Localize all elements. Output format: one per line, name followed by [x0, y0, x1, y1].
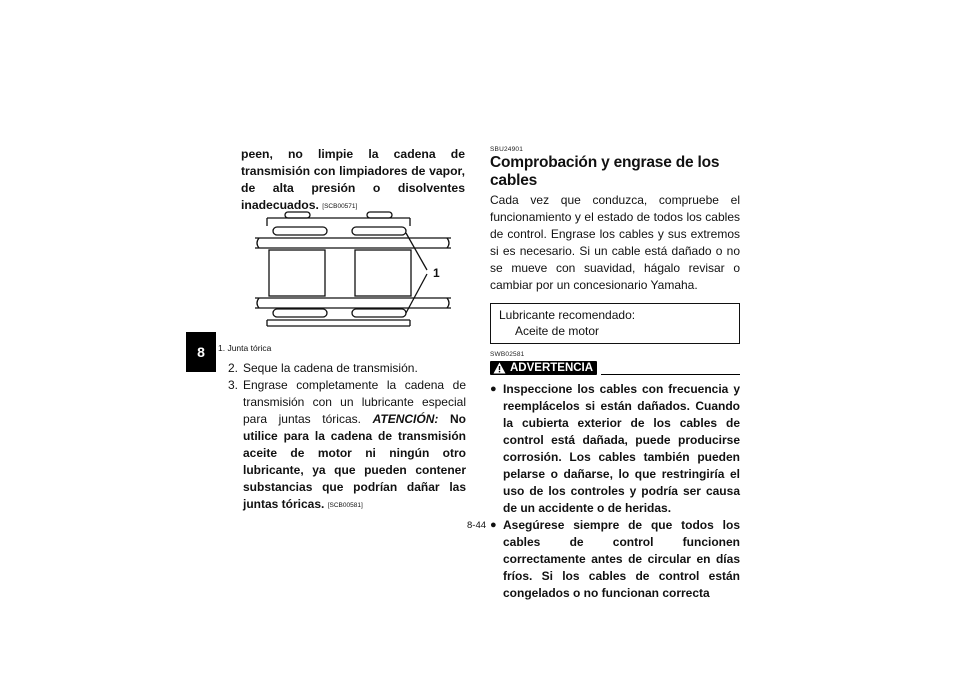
warning-badge: ADVERTENCIA: [490, 361, 597, 375]
warning-continuation: peen, no limpie la cadena de transmisión con limpiadores de vapor, de alta presión o disolventes inadecuados. [SCB00571]: [241, 147, 465, 212]
lubricant-title: Lubricante recomendado:: [499, 308, 636, 322]
section-heading: Comprobación y engrase de los cables: [490, 154, 720, 189]
left-column: [241, 146, 465, 215]
right-column: [490, 146, 740, 602]
warning-bullets: [490, 381, 740, 602]
caution-code: [SCB00581]: [327, 502, 363, 509]
warning-bullet-item: ● Inspeccione los cables con frecuencia y reemplácelos si están dañados. Cuando la cubierta exterior de los cables de control está dañada, puede producirse corrosión. Los cables también pueden pelarse o dañarse, lo que restringiría el uso de los controles y podría ser causa de un accidente o de heridas.: [490, 382, 740, 515]
step-list: [228, 360, 466, 514]
section-tab: 8: [186, 332, 216, 372]
step-item: 2. Seque la cadena de transmisión.: [228, 361, 418, 375]
warning-triangle-icon: [493, 362, 506, 374]
warning-code: SWB02581: [490, 351, 525, 358]
warning-header: [490, 360, 740, 375]
warning-code: [SCB00571]: [322, 203, 358, 210]
figure-callout: 1: [433, 266, 440, 280]
bullet-icon: ●: [490, 519, 497, 531]
section-body: Cada vez que conduzca, compruebe el funcionamiento y el estado de todos los cables de control. Engrase los cables y sus extremos si es necesario. Si un cable está dañado o no se mueve con suavidad, hágalo revisar o cambiar por un concesionario Yamaha.: [490, 193, 740, 292]
figure-caption: 1. Junta tórica: [218, 343, 272, 353]
warning-bullet-item: ● Asegúrese siempre de que todos los cables de control funcionen correctamente antes de circular en días fríos. Si los cables de control están congelados o no funcionan correcta: [490, 518, 740, 600]
warning-rule: [601, 360, 740, 375]
caution-text: No utilice para la cadena de transmisión aceite de motor ni ningún otro lubricante, ya que pueden contener substancias que podrían dañar las juntas tóricas.: [243, 412, 466, 511]
section-code: SBU24901: [490, 146, 524, 153]
page-number: 8-44: [467, 520, 487, 531]
lubricant-value: Aceite de motor: [515, 324, 600, 338]
caution-label: ATENCIÓN:: [372, 412, 439, 426]
bullet-icon: ●: [490, 383, 497, 395]
chain-figure: [255, 208, 451, 332]
step-item: 3. Engrase completamente la cadena de transmisión con un lubricante especial para juntas tóricas. ATENCIÓN: No utilice para la cadena de transmisión aceite de motor ni ningún otro lubricante, ya que pueden contener substancias que podrían dañar las juntas tóricas. [SCB00581]: [228, 378, 466, 511]
recommended-lubricant-box: [490, 303, 740, 344]
